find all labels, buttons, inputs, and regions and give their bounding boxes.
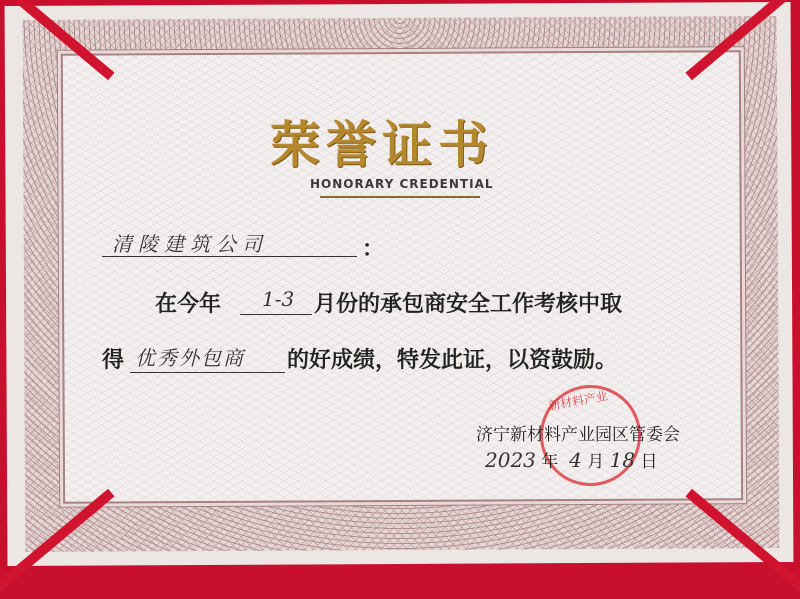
months-underline — [240, 314, 312, 315]
date-year-unit: 年 — [541, 452, 559, 472]
seal-text: 新材料产业 — [547, 388, 609, 414]
recipient-colon: ： — [362, 236, 385, 262]
recipient-name: 清陵建筑公司 — [112, 232, 268, 256]
achievement-value: 优秀外包商 — [135, 346, 245, 370]
certificate-subtitle: HONORARY CREDENTIAL — [310, 177, 494, 191]
date-day-unit: 日 — [640, 452, 658, 472]
date-year: 2023 — [485, 448, 536, 472]
certificate-title: 荣誉证书 — [270, 115, 494, 174]
certificate — [5, 2, 794, 566]
line1-suffix: 月份的承包商安全工作考核中取 — [314, 291, 623, 317]
date-month-unit: 月 — [587, 452, 605, 472]
achievement-underline — [130, 372, 285, 373]
issue-date — [485, 447, 658, 472]
ornament-divider — [320, 196, 480, 198]
line2-prefix: 得 — [102, 347, 125, 373]
date-day: 18 — [609, 448, 636, 472]
recipient-underline — [102, 256, 357, 257]
line2-suffix: 的好成绩，特发此证，以资鼓励。 — [287, 347, 618, 373]
months-value: 1-3 — [262, 287, 295, 311]
issuer-name: 济宁新材料产业园区管委会 — [476, 425, 680, 445]
line1-prefix: 在今年 — [155, 291, 222, 317]
date-month: 4 — [569, 448, 582, 472]
